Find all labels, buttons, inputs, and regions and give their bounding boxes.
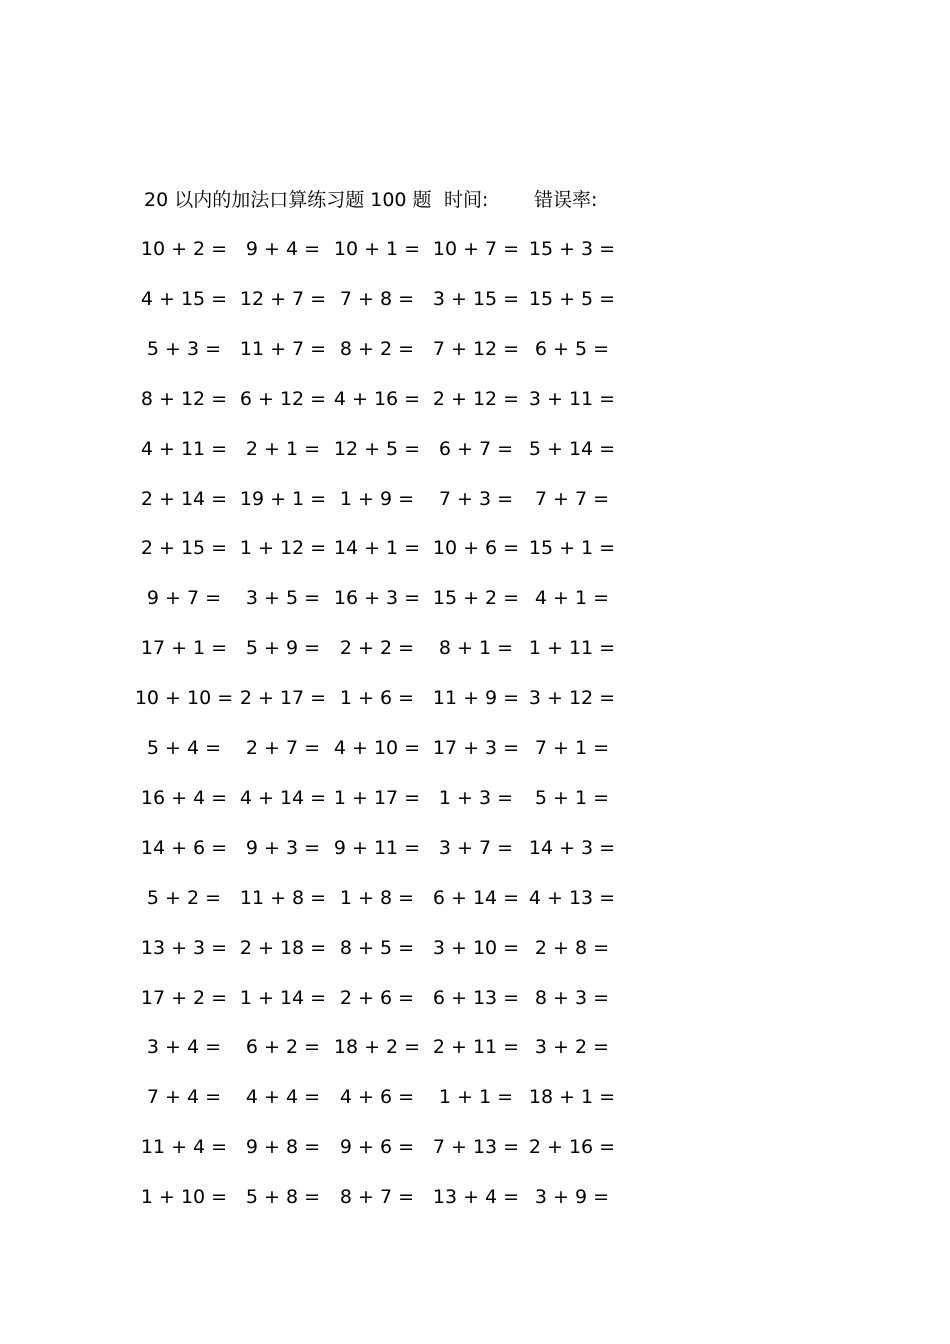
addition-problem: 16 + 4 = (140, 786, 228, 809)
addition-problem: 2 + 12 = (432, 387, 520, 410)
error-rate-label: 错误率: (534, 189, 598, 211)
problem-row (0, 883, 950, 913)
problem-row (0, 983, 950, 1013)
addition-problem: 12 + 5 = (333, 437, 421, 460)
problem-row (0, 583, 950, 613)
addition-problem: 1 + 6 = (339, 687, 415, 710)
addition-problem: 14 + 3 = (528, 836, 616, 859)
addition-problem: 1 + 14 = (239, 986, 327, 1009)
addition-problem: 5 + 9 = (245, 637, 321, 660)
addition-problem: 10 + 10 = (134, 687, 234, 710)
addition-problem: 9 + 4 = (245, 238, 321, 260)
addition-problem: 3 + 11 = (528, 387, 616, 410)
addition-problem: 3 + 2 = (534, 1036, 610, 1059)
addition-problem: 1 + 10 = (140, 1186, 228, 1209)
problem-row (0, 833, 950, 863)
addition-problem: 6 + 12 = (239, 387, 327, 410)
problem-row (0, 384, 950, 414)
addition-problem: 16 + 3 = (333, 587, 421, 610)
addition-problem: 17 + 1 = (140, 637, 228, 660)
addition-problem: 13 + 3 = (140, 936, 228, 959)
addition-problem: 9 + 8 = (245, 1136, 321, 1159)
addition-problem: 2 + 15 = (140, 537, 228, 560)
addition-problem: 19 + 1 = (239, 487, 327, 510)
addition-problem: 5 + 4 = (146, 737, 222, 759)
addition-problem: 6 + 5 = (534, 337, 610, 360)
addition-problem: 9 + 7 = (146, 587, 222, 610)
problem-row (0, 1082, 950, 1112)
time-label: 时间: (444, 189, 489, 211)
addition-problem: 7 + 7 = (534, 487, 610, 510)
addition-problem: 2 + 1 = (245, 437, 321, 460)
addition-problem: 4 + 1 = (534, 587, 610, 610)
problem-row (0, 284, 950, 314)
addition-problem: 3 + 5 = (245, 587, 321, 610)
addition-problem: 1 + 3 = (438, 786, 514, 809)
addition-problem: 3 + 4 = (146, 1036, 222, 1059)
problem-row (0, 1182, 950, 1212)
addition-problem: 14 + 6 = (140, 836, 228, 859)
addition-problem: 3 + 7 = (438, 836, 514, 859)
addition-problem: 6 + 7 = (438, 437, 514, 460)
addition-problem: 15 + 3 = (528, 238, 616, 260)
addition-problem: 11 + 7 = (239, 337, 327, 360)
addition-problem: 7 + 8 = (339, 287, 415, 310)
addition-problem: 3 + 9 = (534, 1186, 610, 1209)
addition-problem: 9 + 6 = (339, 1136, 415, 1159)
addition-problem: 1 + 8 = (339, 886, 415, 909)
addition-problem: 8 + 12 = (140, 387, 228, 410)
addition-problem: 9 + 3 = (245, 836, 321, 859)
addition-problem: 7 + 3 = (438, 487, 514, 510)
addition-problem: 15 + 5 = (528, 287, 616, 310)
addition-problem: 12 + 7 = (239, 287, 327, 310)
addition-problem: 4 + 15 = (140, 287, 228, 310)
addition-problem: 2 + 7 = (245, 737, 321, 759)
addition-problem: 2 + 8 = (534, 936, 610, 959)
addition-problem: 8 + 1 = (438, 637, 514, 660)
addition-problem: 4 + 4 = (245, 1086, 321, 1109)
addition-problem: 5 + 14 = (528, 437, 616, 460)
addition-problem: 6 + 2 = (245, 1036, 321, 1059)
worksheet-title: 20 以内的加法口算练习题 100 题 (144, 189, 432, 211)
problem-row (0, 733, 950, 763)
addition-problem: 10 + 7 = (432, 238, 520, 260)
addition-problem: 3 + 10 = (432, 936, 520, 959)
addition-problem: 10 + 6 = (432, 537, 520, 560)
problem-row (0, 1132, 950, 1162)
addition-problem: 4 + 16 = (333, 387, 421, 410)
addition-problem: 5 + 8 = (245, 1186, 321, 1209)
addition-problem: 3 + 15 = (432, 287, 520, 310)
addition-problem: 10 + 1 = (333, 238, 421, 260)
addition-problem: 1 + 1 = (438, 1086, 514, 1109)
addition-problem: 15 + 1 = (528, 537, 616, 560)
addition-problem: 13 + 4 = (432, 1186, 520, 1209)
addition-problem: 15 + 2 = (432, 587, 520, 610)
addition-problem: 14 + 1 = (333, 537, 421, 560)
problem-row (0, 234, 950, 264)
addition-problem: 5 + 2 = (146, 886, 222, 909)
addition-problem: 1 + 11 = (528, 637, 616, 660)
addition-problem: 7 + 13 = (432, 1136, 520, 1159)
addition-problem: 4 + 14 = (239, 786, 327, 809)
addition-problem: 7 + 4 = (146, 1086, 222, 1109)
addition-problem: 7 + 1 = (534, 737, 610, 759)
problem-row (0, 484, 950, 514)
addition-problem: 2 + 16 = (528, 1136, 616, 1159)
addition-problem: 17 + 3 = (432, 737, 520, 759)
addition-problem: 6 + 14 = (432, 886, 520, 909)
addition-problem: 2 + 18 = (239, 936, 327, 959)
addition-problem: 10 + 2 = (140, 238, 228, 260)
addition-problem: 4 + 13 = (528, 886, 616, 909)
addition-problem: 1 + 12 = (239, 537, 327, 560)
addition-problem: 18 + 2 = (333, 1036, 421, 1059)
addition-problem: 11 + 4 = (140, 1136, 228, 1159)
problem-row (0, 1032, 950, 1062)
addition-problem: 8 + 2 = (339, 337, 415, 360)
addition-problem: 11 + 9 = (432, 687, 520, 710)
addition-problem: 2 + 17 = (239, 687, 327, 710)
problem-row (0, 933, 950, 963)
addition-problem: 1 + 17 = (333, 786, 421, 809)
addition-problem: 1 + 9 = (339, 487, 415, 510)
addition-problem: 8 + 7 = (339, 1186, 415, 1209)
problem-row (0, 633, 950, 663)
addition-problem: 2 + 14 = (140, 487, 228, 510)
problem-row (0, 783, 950, 813)
addition-problem: 3 + 12 = (528, 687, 616, 710)
addition-problem: 8 + 3 = (534, 986, 610, 1009)
addition-problem: 5 + 3 = (146, 337, 222, 360)
addition-problem: 4 + 11 = (140, 437, 228, 460)
addition-problem: 4 + 6 = (339, 1086, 415, 1109)
problem-row (0, 533, 950, 563)
addition-problem: 18 + 1 = (528, 1086, 616, 1109)
addition-problem: 2 + 2 = (339, 637, 415, 660)
worksheet-header (0, 185, 950, 215)
addition-problem: 11 + 8 = (239, 886, 327, 909)
addition-problem: 6 + 13 = (432, 986, 520, 1009)
addition-problem: 2 + 6 = (339, 986, 415, 1009)
addition-problem: 2 + 11 = (432, 1036, 520, 1059)
addition-problem: 5 + 1 = (534, 786, 610, 809)
addition-problem: 9 + 11 = (333, 836, 421, 859)
addition-problem: 17 + 2 = (140, 986, 228, 1009)
problem-row (0, 434, 950, 464)
addition-problem: 4 + 10 = (333, 737, 421, 759)
addition-problem: 7 + 12 = (432, 337, 520, 360)
addition-problem: 8 + 5 = (339, 936, 415, 959)
problem-row (0, 683, 950, 713)
problem-row (0, 334, 950, 364)
